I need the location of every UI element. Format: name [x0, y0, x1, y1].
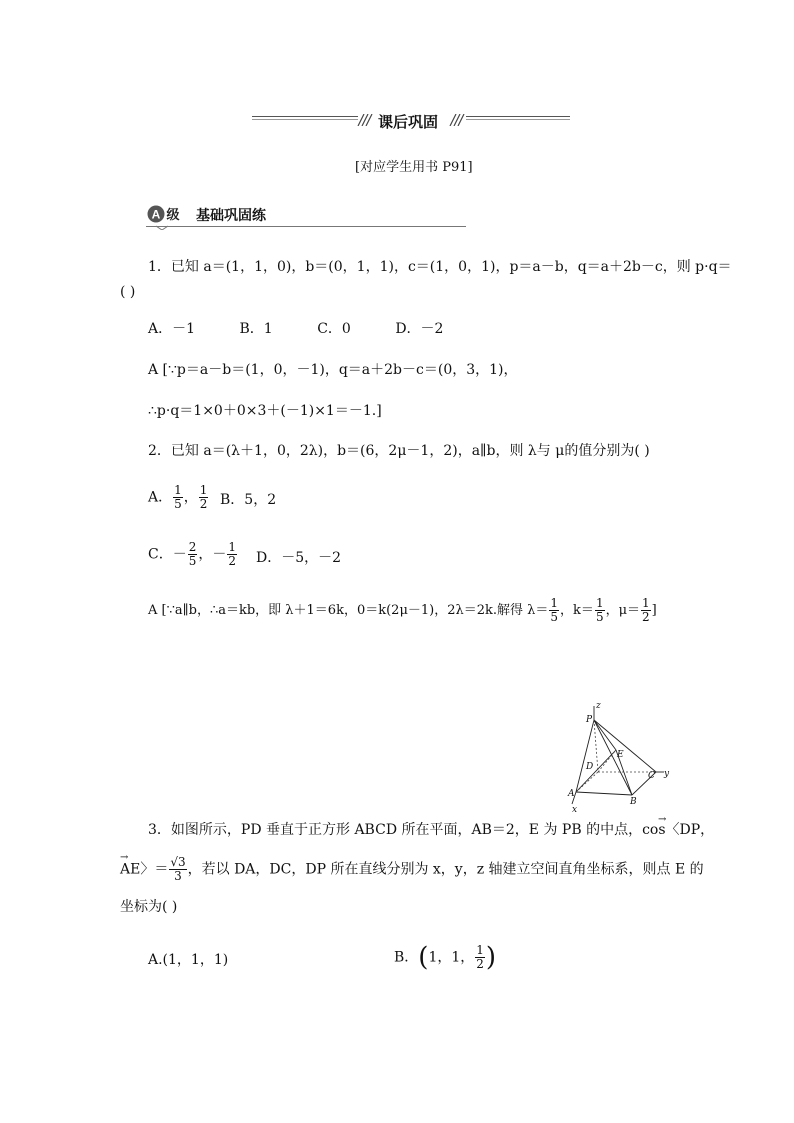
- q2-option-d: D．－5，－2: [256, 550, 342, 566]
- q3-option-b-pre: 1，1，: [428, 949, 475, 966]
- fraction: [595, 597, 605, 624]
- book-reference: [对应学生用书 P91]: [355, 160, 473, 175]
- q3-stem-line2: [120, 856, 704, 883]
- vector-arrow-dp-icon: →: [658, 814, 667, 825]
- label-e: E: [617, 750, 624, 760]
- fraction-num: 1: [550, 596, 559, 610]
- label-x: x: [572, 805, 578, 815]
- right-paren-icon: ): [485, 942, 497, 973]
- fraction: [173, 484, 183, 511]
- fraction-num: 1: [476, 943, 484, 957]
- label-p: P: [586, 715, 593, 725]
- fraction-den: 2: [642, 610, 650, 624]
- q3-stem-line3: 坐标为( ): [120, 899, 178, 915]
- fraction: [199, 484, 209, 511]
- q2-option-a-label: A．: [148, 489, 173, 506]
- q3-option-b-label: B．: [394, 949, 419, 966]
- fraction-den: 5: [174, 497, 182, 511]
- page-title: 课后巩固: [378, 113, 439, 131]
- fraction-num: 1: [595, 596, 604, 610]
- fraction-den: 5: [595, 610, 604, 624]
- q1-stem: 1．已知 a＝(1，1，0)，b＝(0，1，1)，c＝(1，0，1)，p＝a－b，q＝a＋2b－c，则 p·q＝: [148, 259, 732, 275]
- fraction-den: 2: [476, 957, 484, 971]
- q2-option-b: B．5，2: [220, 492, 277, 508]
- q3-option-a: A.(1，1，1): [148, 952, 229, 968]
- pyramid-figure: [560, 700, 680, 815]
- fraction-den: 5: [550, 610, 559, 624]
- vector-arrow-ae-icon: →: [120, 852, 129, 863]
- svg-text:级: 级: [166, 208, 180, 223]
- header-rule-right-2: [466, 119, 570, 120]
- fraction: [188, 541, 198, 568]
- section-title: 基础巩固练: [196, 208, 266, 224]
- label-z: z: [596, 701, 601, 711]
- label-a: A: [568, 789, 575, 799]
- fraction-den: 3: [174, 869, 182, 883]
- fraction: [475, 944, 485, 971]
- q3-option-b: [394, 944, 496, 971]
- q1-answer-line1: A [∵p＝a－b＝(1，0，－1)，q＝a＋2b－c＝(0，3，1)，: [148, 362, 518, 378]
- fraction-num: 1: [642, 596, 650, 610]
- q2-option-c: [148, 541, 238, 568]
- fraction-num: 2: [188, 540, 197, 554]
- q2-option-a: [148, 484, 209, 511]
- fraction: [169, 856, 186, 883]
- fraction-num: 1: [228, 540, 236, 554]
- section-badge-icon: [146, 205, 186, 223]
- q2-answer-text: A [∵a∥b，∴a＝kb，即 λ＋1＝6k，0＝k(2μ－1)，2λ＝2k.解得 λ＝: [148, 603, 549, 618]
- fraction: [641, 597, 651, 624]
- q1-options: A．－1 B．1 C．0 D．－2: [148, 321, 444, 337]
- q3-line2-start: AE〉＝: [120, 861, 169, 878]
- fraction-num: 1: [174, 483, 182, 497]
- header-rule-left: [252, 116, 358, 117]
- hatch-right-icon: [448, 114, 468, 126]
- q1-answer-line2: ∴p·q＝1×0＋0×3＋(－1)×1＝－1.]: [148, 403, 382, 419]
- header-rule-left-2: [252, 119, 358, 120]
- fraction-num: 1: [199, 483, 208, 497]
- fraction: [227, 541, 237, 568]
- label-d: D: [586, 762, 594, 772]
- fraction-den: 5: [188, 554, 197, 568]
- hatch-left-icon: [356, 114, 376, 126]
- svg-text:A: A: [151, 207, 161, 222]
- section-notch-icon: [156, 222, 168, 230]
- q2-answer-end: ]: [651, 603, 657, 618]
- q3-stem-line1: 3．如图所示，PD 垂直于正方形 ABCD 所在平面，AB＝2，E 为 PB 的中点，cos〈DP，: [148, 822, 715, 838]
- fraction-num: √3: [170, 855, 186, 869]
- fraction: [549, 597, 559, 624]
- label-c: C: [648, 771, 655, 781]
- left-paren-icon: (: [418, 942, 429, 973]
- label-b: B: [630, 797, 637, 807]
- separator: ，－: [198, 546, 227, 563]
- q2-answer-mid2: ，μ＝: [605, 603, 641, 618]
- section-underline: [146, 226, 466, 227]
- q2-answer: [148, 597, 657, 624]
- separator: ，: [183, 489, 198, 506]
- fraction-den: 2: [199, 497, 208, 511]
- q2-stem: 2．已知 a＝(λ＋1，0，2λ)，b＝(6，2μ－1，2)，a∥b，则 λ与 μ的值分别为( ): [148, 443, 650, 459]
- q3-line2-end: ，若以 DA，DC，DP 所在直线分别为 x，y，z 轴建立空间直角坐标系，则点 E 的: [187, 861, 704, 878]
- fraction-den: 2: [228, 554, 236, 568]
- q1-paren: ( ): [120, 284, 136, 300]
- q2-answer-mid: ，k＝: [560, 603, 594, 618]
- label-y: y: [664, 769, 670, 779]
- header-rule-right: [466, 116, 570, 117]
- q2-option-c-label: C．－: [148, 546, 187, 563]
